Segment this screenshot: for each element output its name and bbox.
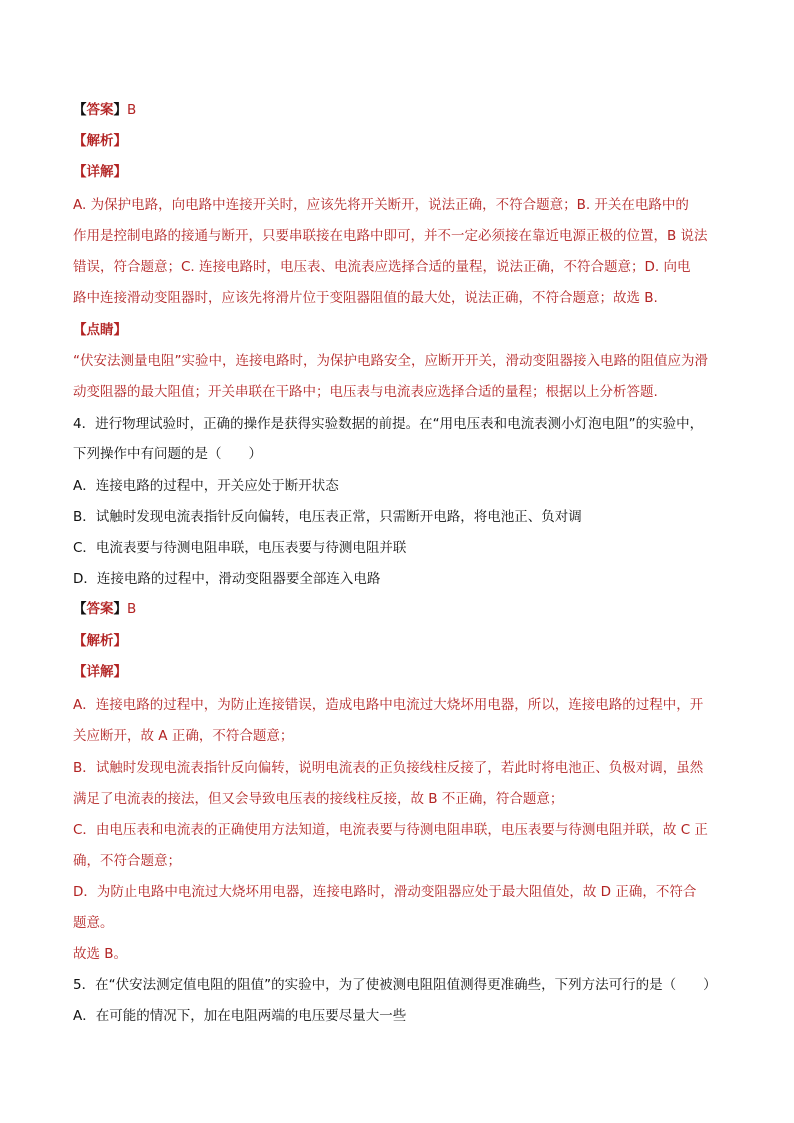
detail-label-4: 【详解】 — [73, 664, 127, 680]
question-4-option-d: D．连接电路的过程中，滑动变阻器要全部连入电路 — [73, 571, 381, 587]
detail-line: 错误，符合题意；C. 连接电路时，电压表、电流表应选择合适的量程，说法正确，不符合题意；D. 向电 — [73, 259, 691, 275]
question-4-option-a: A．连接电路的过程中，开关应处于断开状态 — [73, 478, 339, 494]
detail-line: 满足了电流表的接法，但又会导致电压表的接线柱反接，故 B 不正确，符合题意； — [73, 791, 564, 807]
detail-line: B．试触时发现电流表指针反向偏转，说明电流表的正负接线柱反接了，若此时将电池正、负极对调，虽然 — [73, 760, 704, 776]
question-5-option-a: A．在可能的情况下，加在电阻两端的电压要尽量大一些 — [73, 1008, 407, 1024]
question-4-option-b: B．试触时发现电流表指针反向偏转，电压表正常，只需断开电路，将电池正、负对调 — [73, 509, 582, 525]
answer-bracket-open: 【 — [73, 102, 87, 118]
detail-line: 作用是控制电路的接通与断开，只要串联接在电路中即可，并不一定必须接在靠近电源正极的位置，B 说法 — [73, 228, 708, 244]
detail-line: D．为防止电路中电流过大烧坏用电器，连接电路时，滑动变阻器应处于最大阻值处，故 D 正确，不符合 — [73, 884, 697, 900]
comment-label-3: 【点睛】 — [73, 322, 127, 338]
analysis-label-3: 【解析】 — [73, 133, 127, 149]
question-4-option-c: C．电流表要与待测电阻串联，电压表要与待测电阻并联 — [73, 540, 407, 556]
question-4-stem: 下列操作中有问题的是（ ） — [73, 446, 262, 462]
detail-line: C．由电压表和电流表的正确使用方法知道，电流表要与待测电阻串联，电压表要与待测电阻并联，故 C 正 — [73, 822, 708, 838]
answer-bracket-open: 【 — [73, 601, 87, 617]
answer-value: B — [127, 601, 137, 617]
answer-label-4 — [73, 599, 136, 619]
detail-line: A．连接电路的过程中，为防止连接错误，造成电路中电流过大烧坏用电器，所以，连接电路的过程中，开 — [73, 697, 704, 713]
detail-line: A. 为保护电路，向电路中连接开关时，应该先将开关断开，说法正确，不符合题意；B. 开关在电路中的 — [73, 197, 689, 213]
question-4-stem: 4．进行物理试验时，正确的操作是获得实验数据的前提。在“用电压表和电流表测小灯泡电阻”的实验中， — [73, 416, 704, 432]
answer-bracket-close: 】 — [113, 601, 127, 617]
answer-tag: 答案 — [86, 102, 114, 118]
answer-label-3 — [73, 100, 136, 120]
analysis-label-4: 【解析】 — [73, 633, 127, 649]
detail-line: 故选 B。 — [73, 946, 128, 962]
detail-line: 确，不符合题意； — [73, 853, 181, 869]
comment-line: “伏安法测量电阻”实验中，连接电路时，为保护电路安全，应断开开关，滑动变阻器接入电路的阻值应为滑 — [73, 353, 708, 369]
detail-line: 关应断开，故 A 正确，不符合题意； — [73, 728, 294, 744]
detail-line: 路中连接滑动变阻器时，应该先将滑片位于变阻器阻值的最大处，说法正确，不符合题意；故选 B. — [73, 290, 658, 306]
detail-label-3: 【详解】 — [73, 164, 127, 180]
answer-value: B — [127, 102, 137, 118]
answer-bracket-close: 】 — [113, 102, 127, 118]
question-5-stem: 5．在“伏安法测定值电阻的阻值”的实验中，为了使被测电阻阻值测得更准确些，下列方法可行的是（ ） — [73, 977, 717, 993]
detail-line: 题意。 — [73, 915, 114, 931]
answer-tag: 答案 — [86, 601, 114, 617]
comment-line: 动变阻器的最大阻值；开关串联在干路中；电压表与电流表应选择合适的量程；根据以上分析答题. — [73, 384, 658, 400]
